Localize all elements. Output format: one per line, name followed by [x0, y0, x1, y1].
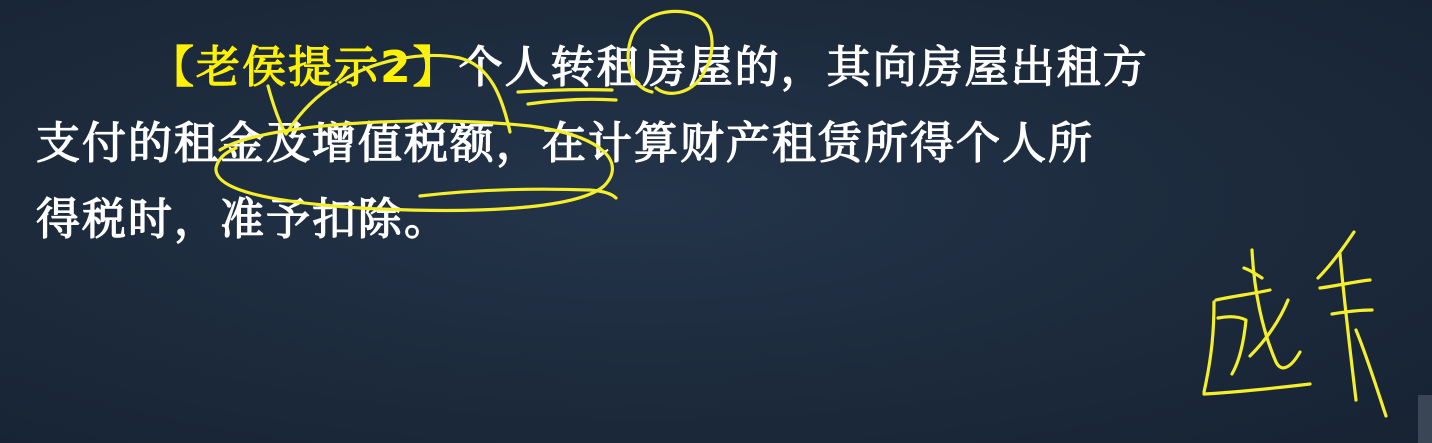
paragraph-line-2: 支付的租金及增值税额，在计算财产租赁所得个人所: [36, 118, 1094, 169]
handwritten-note-text: 成本: [1289, 335, 1295, 337]
paragraph-line-3: 得税时，准予扣除。: [36, 194, 450, 245]
paragraph-line-1-text: 个人转租房屋的，其向房屋出租方: [458, 42, 1149, 93]
paragraph-line-1: [36, 30, 1406, 106]
tip-label: 【老侯提示2】: [150, 42, 459, 93]
window-edge: [1418, 395, 1432, 443]
tip-paragraph: [36, 30, 1406, 258]
handwritten-note-chengben: [1204, 232, 1386, 416]
